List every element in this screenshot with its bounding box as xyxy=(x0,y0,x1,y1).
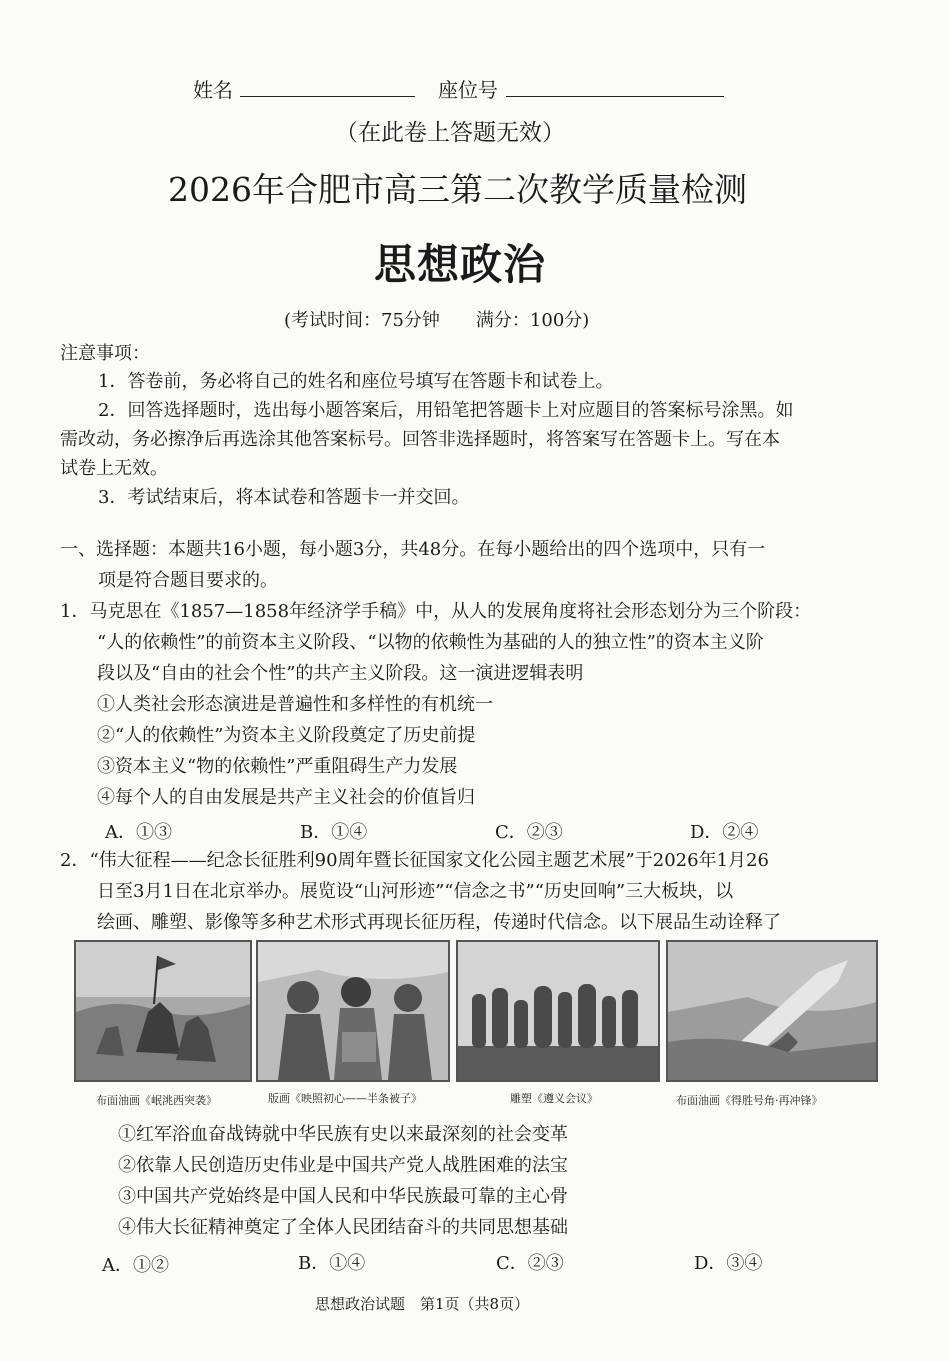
q1-stem-line: 段以及“自由的社会个性”的共产主义阶段。这一演进逻辑表明 xyxy=(97,663,584,684)
name-label: 姓名 xyxy=(193,78,233,102)
print-artwork-image xyxy=(256,940,450,1082)
oil-painting-image-2 xyxy=(666,940,878,1082)
q1-option-d: D．②④ xyxy=(690,822,759,843)
image-caption: 布面油画《得胜号角·再冲锋》 xyxy=(676,1094,823,1107)
oil-painting-image xyxy=(74,940,252,1082)
q2-stem-line: 绘画、雕塑、影像等多种艺术形式再现长征历程，传递时代信念。以下展品生动诠释了 xyxy=(97,912,781,933)
exam-title: 2026年合肥市高三第二次教学质量检测 xyxy=(168,170,747,209)
q2-option-a: A．①② xyxy=(102,1255,169,1276)
image-caption: 布面油画《岷洮西突袭》 xyxy=(96,1094,217,1107)
q2-statement: ②依靠人民创造历史伟业是中国共产党人战胜困难的法宝 xyxy=(118,1155,568,1176)
exam-info: (考试时间：75分钟 满分：100分) xyxy=(284,310,590,331)
seat-blank-line xyxy=(506,96,724,97)
q1-option-a: A．①③ xyxy=(105,822,172,843)
q1-stem-line: “人的依赖性”的前资本主义阶段、“以物的依赖性为基础的人的独立性”的资本主义阶 xyxy=(97,632,764,653)
q1-statement: ③资本主义“物的依赖性”严重阻碍生产力发展 xyxy=(97,756,458,777)
q1-stem-line: 1．马克思在《1857—1858年经济学手稿》中，从人的发展角度将社会形态划分为三个阶段： xyxy=(60,601,812,622)
section-heading: 一、选择题：本题共16小题，每小题3分，共48分。在每小题给出的四个选项中，只有一 xyxy=(60,539,766,560)
image-caption: 版画《映照初心——半条被子》 xyxy=(268,1092,422,1105)
q1-statement: ①人类社会形态演进是普遍性和多样性的有机统一 xyxy=(97,694,493,715)
invalid-note: （在此卷上答题无效） xyxy=(335,120,565,146)
name-blank-line xyxy=(240,96,415,97)
q1-statement: ④每个人的自由发展是共产主义社会的价值旨归 xyxy=(97,787,475,808)
q2-option-b: B．①④ xyxy=(298,1253,366,1274)
q2-statement: ④伟大长征精神奠定了全体人民团结奋斗的共同思想基础 xyxy=(118,1217,568,1238)
q1-option-c: C．②③ xyxy=(495,822,563,843)
image-caption: 雕塑《遵义会议》 xyxy=(510,1092,598,1105)
q2-option-d: D．③④ xyxy=(694,1253,763,1274)
q2-option-c: C．②③ xyxy=(496,1253,564,1274)
section-heading-cont: 项是符合题目要求的。 xyxy=(98,570,278,591)
q1-statement: ②“人的依赖性”为资本主义阶段奠定了历史前提 xyxy=(97,725,476,746)
q2-statement: ③中国共产党始终是中国人民和中华民族最可靠的主心骨 xyxy=(118,1186,568,1207)
notes-heading: 注意事项： xyxy=(60,343,150,364)
q2-stem-line: 2．“伟大征程——纪念长征胜利90周年暨长征国家文化公园主题艺术展”于2026年1月26 xyxy=(60,850,769,871)
note-item: 2．回答选择题时，选出每小题答案后，用铅笔把答题卡上对应题目的答案标号涂黑。如 xyxy=(98,400,794,421)
seat-label: 座位号 xyxy=(438,78,498,102)
q2-statement: ①红军浴血奋战铸就中华民族有史以来最深刻的社会变革 xyxy=(118,1124,568,1145)
q1-option-b: B．①④ xyxy=(300,822,368,843)
note-item: 1．答卷前，务必将自己的姓名和座位号填写在答题卡和试卷上。 xyxy=(98,371,614,392)
sculpture-image xyxy=(456,940,660,1082)
subject-title: 思想政治 xyxy=(374,240,547,289)
note-item: 3．考试结束后，将本试卷和答题卡一并交回。 xyxy=(98,487,470,508)
q2-stem-line: 日至3月1日在北京举办。展览设“山河形迹”“信念之书”“历史回响”三大板块，以 xyxy=(97,881,734,902)
note-item: 试卷上无效。 xyxy=(60,458,168,479)
note-item: 需改动，务必擦净后再选涂其他答案标号。回答非选择题时，将答案写在答题卡上。写在本 xyxy=(60,429,780,450)
page-footer: 思想政治试题 第1页（共8页） xyxy=(315,1295,530,1313)
